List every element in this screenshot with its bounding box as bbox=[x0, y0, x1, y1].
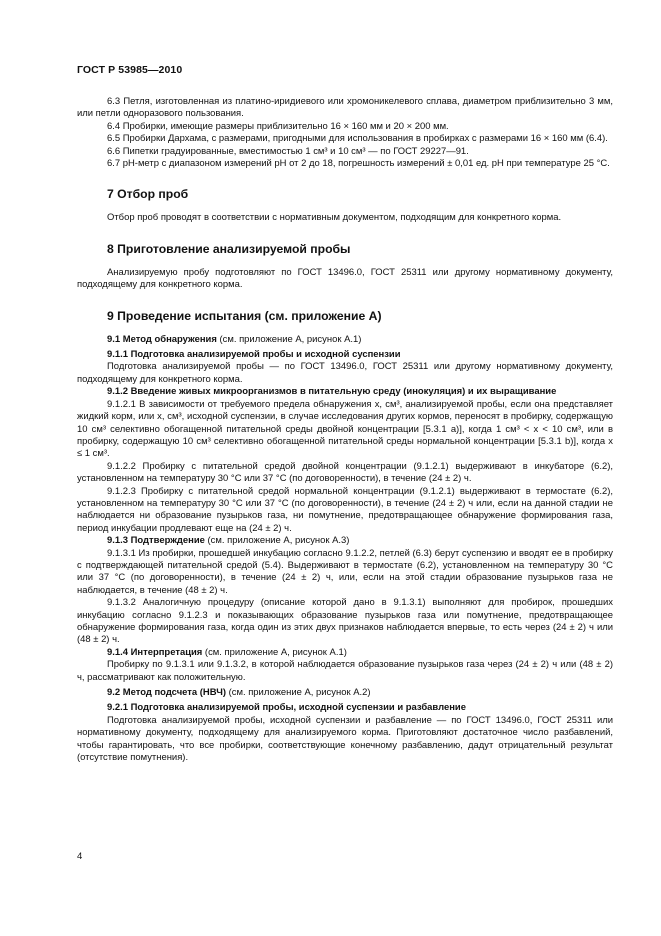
paragraph-6-6: 6.6 Пипетки градуированные, вместимостью 1 см³ и 10 см³ — по ГОСТ 29227—91. bbox=[107, 145, 469, 157]
paragraph-6-7: 6.7 pH-метр с диапазоном измерений pH от 2 до 18, погрешность измерений ± 0,01 ед. pH при температуре 25 °С. bbox=[107, 158, 610, 170]
paragraph-9-1-2-2: 9.1.2.2 Пробирку с питательной средой двойной концентрации (9.1.2.1) выдерживают в инкубаторе (6.2), установленном на температуру 30 °С или 37 °С (по договоренности), в течение (24 ± 2) ч. bbox=[77, 460, 613, 485]
subsection-9-1-3: 9.1.3 Подтверждение (см. приложение А, рисунок А.3) bbox=[107, 535, 350, 547]
paragraph-6-4: 6.4 Пробирки, имеющие размеры приблизительно 16 × 160 мм и 20 × 200 мм. bbox=[107, 120, 449, 132]
subsection-9-1: 9.1 Метод обнаружения (см. приложение А, рисунок А.1) bbox=[107, 333, 362, 345]
paragraph-9-1-4: Пробирку по 9.1.3.1 или 9.1.3.2, в которой наблюдается образование пузырьков газа через (24 ± 2) ч или (48 ± 2) ч, рассматривают как положительную. bbox=[77, 659, 613, 683]
paragraph-9-2-1: Подготовка анализируемой пробы, исходной суспензии и разбавление — по ГОСТ 13496.0, ГОСТ 25311 или нормативному документу, подходящему для анализируемого корма. Приготовляют достаточное число разбавлений, чтобы гарантировать, что все пробирки, соответствующие конечному разбавлению, дадут отрицательный результат (отсутствие помутнения). bbox=[77, 714, 613, 764]
paragraph-9-1-2-3: 9.1.2.3 Пробирку с питательной средой нормальной концентрации (9.1.2.1) выдерживают в термостате (6.2), установленном на температуру 30 °С или 37 °С (по договоренности), в течение (24 ± 2) ч или, если на данной стадии не наблюдается ни образование пузырьков газа, ни помутнение, предотвращающее обнаружение формирования газа, период инкубации продлевают еще на (24 ± 2) ч. bbox=[77, 485, 613, 534]
subsection-9-2: 9.2 Метод подсчета (НВЧ) (см. приложение А, рисунок А.2) bbox=[107, 687, 371, 699]
paragraph-6-5: 6.5 Пробирки Дархама, с размерами, пригодными для использования в пробирках с размерами 16 × 160 мм (6.4). bbox=[107, 133, 608, 145]
paragraph-9-1-1: Подготовка анализируемой пробы — по ГОСТ 13496.0, ГОСТ 25311 или другому нормативному документу, подходящему для конкретного корма. bbox=[77, 361, 613, 385]
section-heading-7: 7 Отбор проб bbox=[107, 187, 189, 202]
subsection-9-1-2: 9.1.2 Введение живых микроорганизмов в питательную среду (инокуляция) и их выращивание bbox=[107, 386, 557, 398]
paragraph-9-1-2-1: 9.1.2.1 В зависимости от требуемого предела обнаружения x, см³, анализируемой пробы, если она представляет жидкий корм, или x, см³, исходной суспензии, в случае исследования других кормов, переносят в пробирку, содержащую 10 см³ селективно обогащенной питательной среды двойной концентрации [5.3.1 а)], когда 1 см³ < x < 10 см³, или в пробирку, содержащую 10 см³ селективно обогащенной питательной среды нормальной концентрации [5.3.1 b)], когда x ≤ 1 см³. bbox=[77, 398, 613, 460]
document-body bbox=[77, 96, 613, 764]
standard-header: ГОСТ Р 53985—2010 bbox=[77, 64, 183, 76]
page-number: 4 bbox=[77, 851, 83, 862]
section-heading-8: 8 Приготовление анализируемой пробы bbox=[107, 241, 351, 256]
subsection-9-1-1: 9.1.1 Подготовка анализируемой пробы и исходной суспензии bbox=[107, 349, 401, 361]
paragraph-9-1-3-2: 9.1.3.2 Аналогичную процедуру (описание которой дано в 9.1.3.1) выполняют для пробирок, прошедших инкубацию согласно 9.1.2.3 и показывающих образование пузырьков газа или помутнение, предотвращающее обнаружение формирования газа, когда один из этих двух признаков наблюдается впервые, то есть через (24 ± 2) ч или (48 ± 2) ч. bbox=[77, 597, 613, 646]
section-heading-9: 9 Проведение испытания (см. приложение А) bbox=[107, 308, 382, 323]
subsection-9-2-1: 9.2.1 Подготовка анализируемой пробы, исходной суспензии и разбавление bbox=[107, 702, 466, 714]
paragraph-6-3: 6.3 Петля, изготовленная из платино-иридиевого или хромоникелевого сплава, диаметром приблизительно 3 мм, или петли одноразового пользования. bbox=[77, 96, 613, 120]
paragraph-9-1-3-1: 9.1.3.1 Из пробирки, прошедшей инкубацию согласно 9.1.2.2, петлей (6.3) берут суспензию и вводят ее в пробирку с подтверждающей питательной средой (5.4). Выдерживают в термостате (6.2), установленном на температуру 30 °С или 37 °С (по договоренности), в течение (24 ± 2) ч, или, если на этой стадии образование пузырьков газа не наблюдается, в течение (48 ± 2) ч. bbox=[77, 547, 613, 596]
subsection-9-1-4: 9.1.4 Интерпретация (см. приложение А, рисунок А.1) bbox=[107, 646, 347, 658]
paragraph-8: Анализируемую пробу подготовляют по ГОСТ 13496.0, ГОСТ 25311 или другому нормативному документу, подходящему для конкретного корма. bbox=[77, 266, 613, 291]
paragraph-7: Отбор проб проводят в соответствии с нормативным документом, подходящим для конкретного корма. bbox=[107, 212, 562, 224]
